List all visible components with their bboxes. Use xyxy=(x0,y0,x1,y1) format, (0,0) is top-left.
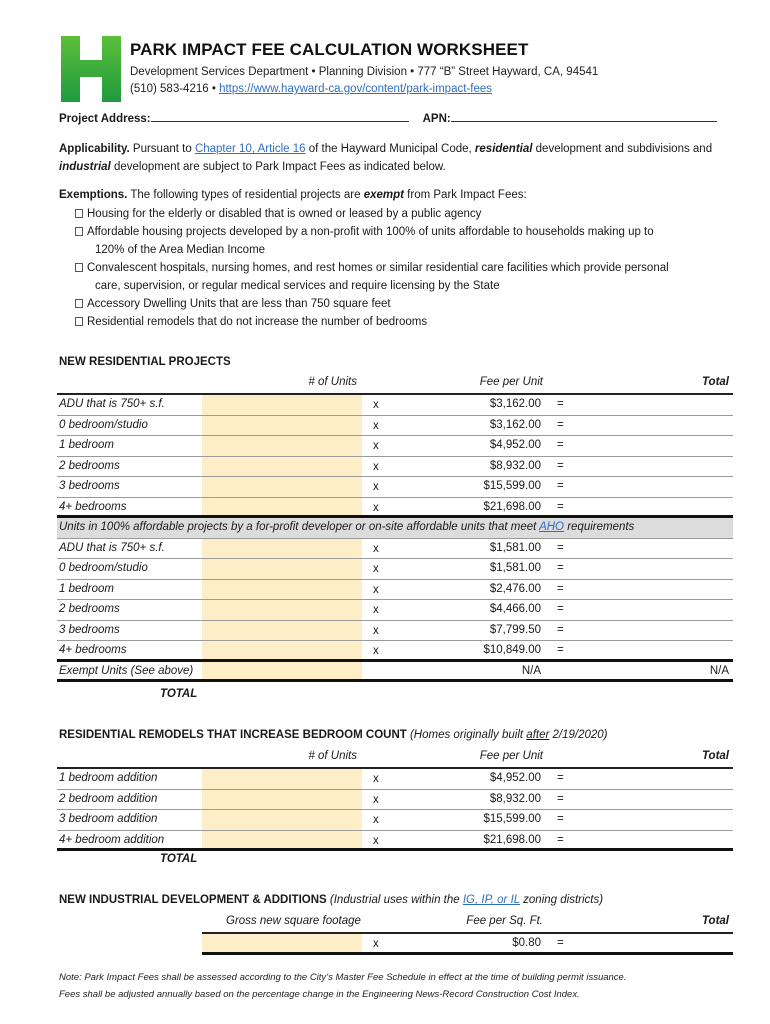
residential-total-label: TOTAL xyxy=(160,688,198,700)
text: (Homes originally built xyxy=(406,729,527,741)
new-residential-table xyxy=(57,374,733,682)
fee-value: $3,162.00 xyxy=(489,418,541,431)
remodels-total-label: TOTAL xyxy=(160,853,198,865)
times-sign: x xyxy=(373,773,379,785)
times-sign: x xyxy=(373,419,379,432)
text: The following types of residential projects are xyxy=(127,189,364,201)
units-input[interactable] xyxy=(202,769,362,789)
exempt-units-row xyxy=(57,662,733,683)
times-sign: x xyxy=(373,834,379,847)
footnote-line: Fees shall be adjusted annually based on the percentage change in the Engineering News-Record Construction Cost Index. xyxy=(59,989,580,1000)
equals-sign: = xyxy=(557,623,564,636)
row-label: 0 bedroom/studio xyxy=(59,562,148,574)
equals-sign: = xyxy=(557,439,564,451)
table-header xyxy=(57,748,733,767)
hayward-logo-icon xyxy=(61,36,121,102)
fee-value: $1,581.00 xyxy=(489,562,541,574)
apn-label: APN: xyxy=(422,113,451,125)
text: development and subdivisions and xyxy=(532,143,713,155)
table-row xyxy=(57,395,733,416)
fee-value: $15,599.00 xyxy=(483,480,541,492)
row-label: ADU that is 750+ s.f. xyxy=(59,398,165,410)
table-row xyxy=(57,769,733,790)
units-input[interactable] xyxy=(202,457,362,477)
apn-input[interactable] xyxy=(451,111,717,122)
affordable-subheading xyxy=(59,521,634,533)
row-label: 1 bedroom xyxy=(59,439,114,451)
total-value: N/A xyxy=(709,664,729,677)
exemption-item xyxy=(59,259,719,295)
col-fee: Fee per Sq. Ft. xyxy=(466,915,543,927)
fee-value: $21,698.00 xyxy=(483,833,541,846)
fee-value: $10,849.00 xyxy=(483,644,541,656)
website-link[interactable]: https://www.hayward-ca.gov/content/park-impact-fees xyxy=(219,83,492,95)
times-sign: x xyxy=(373,460,379,473)
apn-field[interactable] xyxy=(423,111,717,125)
fee-value: $0.80 xyxy=(512,937,541,949)
table-body xyxy=(202,932,733,955)
units-input[interactable] xyxy=(202,498,362,516)
table-row xyxy=(57,539,733,560)
equals-sign: = xyxy=(557,582,564,595)
page-header xyxy=(130,40,598,95)
times-sign: x xyxy=(373,542,379,555)
aho-link[interactable]: AHO xyxy=(539,521,564,533)
table-row xyxy=(57,477,733,498)
text: requirements xyxy=(564,521,635,533)
table-row xyxy=(57,498,733,519)
text: Units in 100% affordable projects by a for-profit developer or on-site affordable units that meet xyxy=(59,521,540,533)
table-row xyxy=(57,790,733,811)
text: zoning districts) xyxy=(519,894,604,906)
row-label: 3 bedrooms xyxy=(59,623,120,636)
equals-sign: = xyxy=(557,418,564,431)
times-sign: x xyxy=(373,501,379,514)
text: development are subject to Park Impact Fees as indicated below. xyxy=(110,161,446,173)
project-address-field[interactable] xyxy=(59,111,409,125)
table-row xyxy=(57,416,733,437)
equals-sign: = xyxy=(557,562,564,574)
table-row xyxy=(57,457,733,478)
fee-value: $8,932.00 xyxy=(489,792,541,805)
applicability-heading: Applicability. xyxy=(59,143,130,155)
row-label: 0 bedroom/studio xyxy=(59,418,148,431)
phone-number: (510) 583-4216 • xyxy=(130,83,220,95)
units-input[interactable] xyxy=(202,662,362,680)
text: from Park Impact Fees: xyxy=(403,189,527,201)
remodels-title-text: RESIDENTIAL REMODELS THAT INCREASE BEDROOM COUNT xyxy=(59,729,407,741)
units-input[interactable] xyxy=(202,477,362,497)
fee-value: $15,599.00 xyxy=(483,813,541,825)
remodels-title xyxy=(59,729,608,741)
row-label: 1 bedroom addition xyxy=(59,772,158,784)
equals-sign: = xyxy=(557,772,564,784)
table-row xyxy=(57,580,733,601)
units-input[interactable] xyxy=(202,621,362,641)
row-label: 1 bedroom xyxy=(59,582,114,595)
times-sign: x xyxy=(373,624,379,637)
col-total: Total xyxy=(701,750,729,762)
equals-sign: = xyxy=(557,398,564,410)
fee-value: N/A xyxy=(521,664,541,677)
emphasis-exempt: exempt xyxy=(363,189,404,201)
exemption-item xyxy=(59,313,719,331)
equals-sign: = xyxy=(557,541,564,554)
footnote xyxy=(59,969,626,1003)
text: of the Hayward Municipal Code, xyxy=(305,143,475,155)
times-sign: x xyxy=(373,481,379,493)
emphasis-after: after xyxy=(526,729,550,741)
fee-value: $2,476.00 xyxy=(489,582,541,595)
col-units: # of Units xyxy=(308,750,357,762)
table-row xyxy=(57,600,733,621)
page-title: PARK IMPACT FEE CALCULATION WORKSHEET xyxy=(130,40,529,59)
affordable-subheading-row xyxy=(57,518,733,539)
equals-sign: = xyxy=(557,603,564,615)
exemptions-heading: Exemptions. xyxy=(59,189,128,201)
units-input[interactable] xyxy=(202,539,362,559)
table-header xyxy=(202,913,733,932)
exemption-text-cont: 120% of the Area Median Income xyxy=(95,244,266,256)
zoning-districts-link[interactable]: IG, IP, or IL xyxy=(462,894,520,906)
municipal-code-link[interactable]: Chapter 10, Article 16 xyxy=(194,143,306,155)
project-address-input[interactable] xyxy=(151,111,409,122)
equals-sign: = xyxy=(557,500,564,513)
times-sign: x xyxy=(373,814,379,826)
row-label: 2 bedroom addition xyxy=(59,792,158,805)
exemption-item xyxy=(59,205,719,223)
col-gross-sqft: Gross new square footage xyxy=(226,915,361,927)
equals-sign: = xyxy=(557,459,564,472)
col-units: # of Units xyxy=(308,376,357,388)
units-input[interactable] xyxy=(202,416,362,436)
exemption-item xyxy=(59,223,719,259)
units-input[interactable] xyxy=(202,580,362,600)
checkbox-icon[interactable] xyxy=(75,317,83,326)
new-residential-title: NEW RESIDENTIAL PROJECTS xyxy=(59,356,231,368)
exemption-text: Residential remodels that do not increase the number of bedrooms xyxy=(87,316,428,328)
industrial-table xyxy=(202,913,733,955)
row-label: 4+ bedroom addition xyxy=(59,833,165,846)
table-row xyxy=(57,621,733,642)
units-input[interactable] xyxy=(202,559,362,579)
exemption-text-cont: care, supervision, or regular medical services and require licensing by the State xyxy=(95,280,500,292)
times-sign: x xyxy=(373,563,379,575)
fee-value: $7,799.50 xyxy=(489,623,541,636)
equals-sign: = xyxy=(557,644,564,656)
exemption-text: Affordable housing projects developed by a non-profit with 100% of units affordable to households making up to xyxy=(87,226,654,238)
row-label: 3 bedroom addition xyxy=(59,813,158,825)
times-sign: x xyxy=(373,399,379,411)
row-label: 2 bedrooms xyxy=(59,603,120,615)
col-total: Total xyxy=(701,376,729,388)
contact-line xyxy=(130,83,598,95)
text: 2/19/2020) xyxy=(549,729,608,741)
fee-value: $21,698.00 xyxy=(483,500,541,513)
fee-value: $4,952.00 xyxy=(489,772,541,784)
table-row xyxy=(57,436,733,457)
industrial-title xyxy=(59,894,603,906)
equals-sign: = xyxy=(557,813,564,825)
units-input[interactable] xyxy=(202,436,362,456)
table-row xyxy=(202,934,733,955)
text: Pursuant to xyxy=(129,143,195,155)
col-fee: Fee per Unit xyxy=(479,750,543,762)
checkbox-icon[interactable] xyxy=(75,299,83,308)
table-body xyxy=(57,767,733,851)
row-label: 4+ bedrooms xyxy=(59,500,127,513)
units-input[interactable] xyxy=(202,395,362,415)
footnote-line: Note: Park Impact Fees shall be assessed according to the City’s Master Fee Schedule in effect at the time of building permit issuance. xyxy=(59,972,627,983)
text: (Industrial uses within the xyxy=(326,894,463,906)
sqft-input[interactable] xyxy=(202,934,362,952)
emphasis-residential: residential xyxy=(474,143,533,155)
table-row xyxy=(57,831,733,852)
industrial-title-text: NEW INDUSTRIAL DEVELOPMENT & ADDITIONS xyxy=(59,894,327,906)
table-row xyxy=(57,641,733,662)
equals-sign: = xyxy=(557,792,564,805)
fee-value: $3,162.00 xyxy=(489,398,541,410)
times-sign: x xyxy=(373,440,379,452)
emphasis-industrial: industrial xyxy=(59,161,111,173)
fee-value: $8,932.00 xyxy=(489,459,541,472)
checkbox-icon[interactable] xyxy=(75,227,83,236)
project-address-label: Project Address: xyxy=(59,113,151,125)
row-label: 3 bedrooms xyxy=(59,480,120,492)
times-sign: x xyxy=(373,793,379,806)
equals-sign: = xyxy=(557,937,564,949)
units-input[interactable] xyxy=(202,831,362,849)
project-info-row xyxy=(59,111,719,125)
table-header xyxy=(57,374,733,393)
fee-value: $1,581.00 xyxy=(489,541,541,554)
applicability-paragraph xyxy=(59,140,719,176)
equals-sign: = xyxy=(557,480,564,492)
row-label: ADU that is 750+ s.f. xyxy=(59,541,165,554)
exemption-text: Accessory Dwelling Units that are less than 750 square feet xyxy=(87,298,391,310)
fee-value: $4,952.00 xyxy=(489,439,541,451)
units-input[interactable] xyxy=(202,810,362,830)
col-total: Total xyxy=(701,915,729,927)
times-sign: x xyxy=(373,604,379,616)
exemptions-list xyxy=(59,205,719,331)
table-row xyxy=(57,559,733,580)
times-sign: x xyxy=(373,645,379,657)
table-row xyxy=(57,810,733,831)
times-sign: x xyxy=(373,938,379,950)
row-label: 2 bedrooms xyxy=(59,459,120,472)
exemptions-section xyxy=(59,189,719,331)
row-label: Exempt Units (See above) xyxy=(59,664,194,677)
exemption-text: Convalescent hospitals, nursing homes, and rest homes or similar residential care facilities which provide personal xyxy=(87,262,669,274)
checkbox-icon[interactable] xyxy=(75,209,83,218)
exemption-text: Housing for the elderly or disabled that is owned or leased by a public agency xyxy=(87,208,482,220)
units-input[interactable] xyxy=(202,600,362,620)
equals-sign: = xyxy=(557,833,564,846)
department-address: Development Services Department • Planning Division • 777 “B” Street Hayward, CA, 94541 xyxy=(130,66,599,78)
units-input[interactable] xyxy=(202,641,362,659)
times-sign: x xyxy=(373,583,379,596)
row-label: 4+ bedrooms xyxy=(59,644,127,656)
table-body xyxy=(57,393,733,682)
remodels-table xyxy=(57,748,733,851)
fee-value: $4,466.00 xyxy=(489,603,541,615)
units-input[interactable] xyxy=(202,790,362,810)
col-fee: Fee per Unit xyxy=(479,376,543,388)
checkbox-icon[interactable] xyxy=(75,263,83,272)
exemption-item xyxy=(59,295,719,313)
